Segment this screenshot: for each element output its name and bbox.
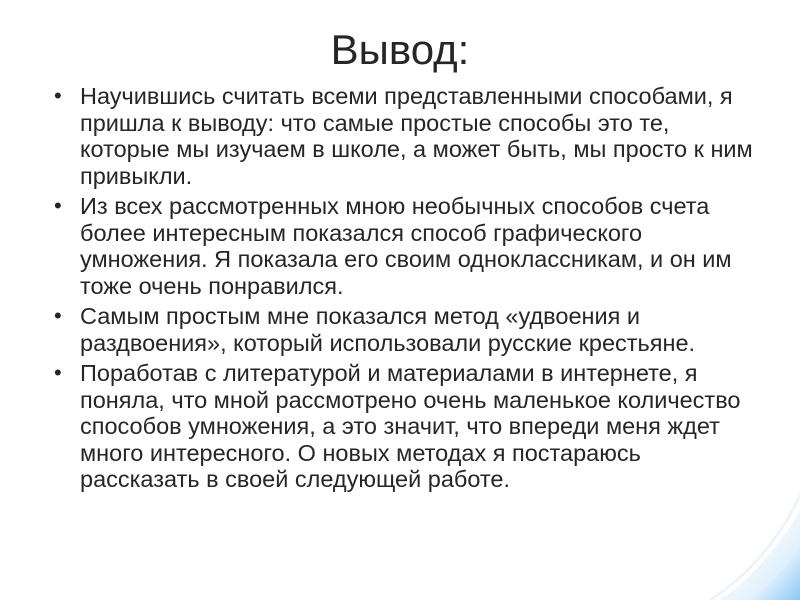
bullet-dot-icon: • <box>54 83 62 108</box>
bullet-text: Самым простым мне показался метод «удвоения и раздвоения», который использовали русские крестьяне. <box>80 303 696 356</box>
bullet-text: Научившись считать всеми представленными способами, я пришла к выводу: что самые простые способы это те, которые мы изучаем в школе, а может быть, мы просто к ним привыкли. <box>80 83 753 189</box>
bullet-dot-icon: • <box>54 303 62 328</box>
bullet-item <box>54 360 754 493</box>
bullet-item <box>54 193 754 299</box>
bullet-dot-icon: • <box>54 193 62 218</box>
bullet-item <box>54 83 754 189</box>
bullet-text: Поработав с литературой и материалами в интернете, я поняла, что мной рассмотрено очень маленькое количество способов умножения, а это значит, что впереди меня ждет много интересного. О новых методах я постараюсь рассказать в своей следующей работе. <box>80 360 741 492</box>
bullet-dot-icon: • <box>54 360 62 385</box>
slide-title: Вывод: <box>330 26 470 73</box>
bullet-item <box>54 303 754 356</box>
bullet-text: Из всех рассмотренных мною необычных способов счета более интересным показался способ графического умножения. Я показала его своим одноклассникам, и он им тоже очень понравился. <box>80 193 732 299</box>
corner-decoration <box>710 490 800 600</box>
bullet-list <box>54 83 754 497</box>
